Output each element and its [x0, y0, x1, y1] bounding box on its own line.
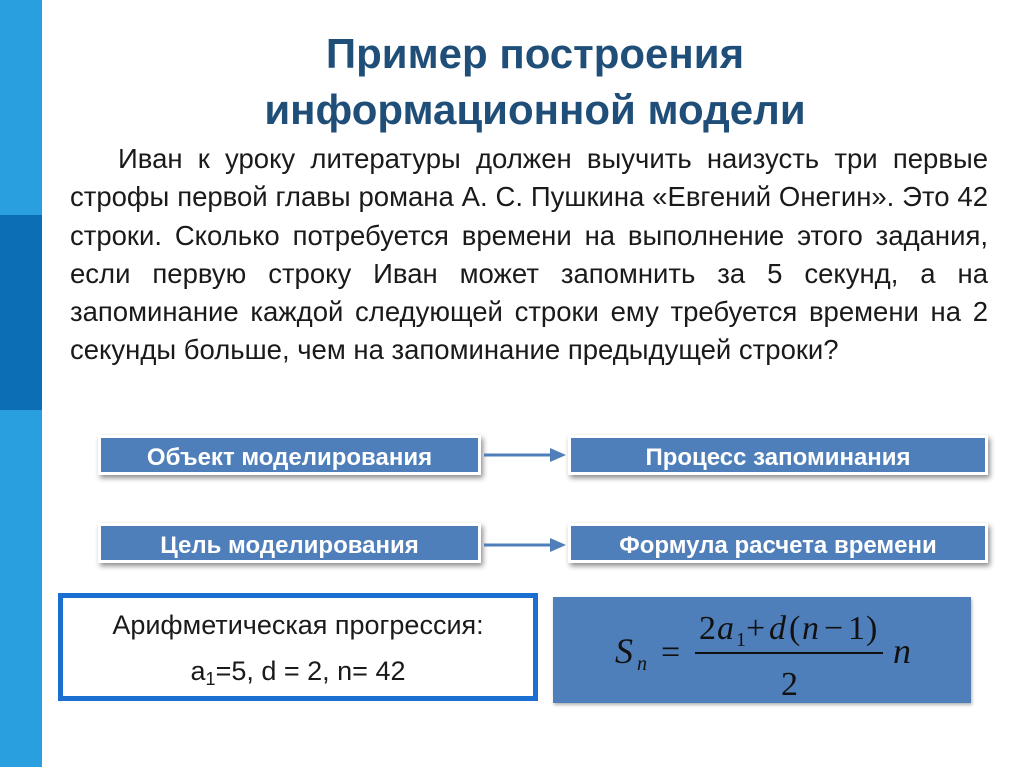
slide-title: [60, 26, 1010, 138]
formula-plus: +: [746, 610, 766, 647]
arrow-right-icon: [482, 535, 568, 555]
memorization-process-box: Процесс запоминания: [568, 435, 988, 475]
object-of-modeling-box: Объект моделирования: [98, 435, 481, 475]
progression-title: Арифметическая прогрессия:: [112, 610, 484, 640]
formula-s-index: n: [637, 653, 647, 675]
formula-open-paren: (: [789, 610, 801, 647]
formula-coef: 2: [699, 610, 716, 647]
formula-d-symbol: d: [769, 610, 786, 647]
slide-title-line-1: Пример построения: [325, 30, 745, 77]
formula-denominator: 2: [781, 666, 798, 703]
sum-formula-panel: [553, 597, 971, 703]
formula-multiplier: n: [893, 631, 911, 671]
arrow-right-icon: [482, 445, 568, 465]
formula-a-index: 1: [736, 629, 746, 651]
formula-a-symbol: a: [717, 610, 734, 647]
task-text: Иван к уроку литературы должен выучить наизусть три первые строфы первой главы романа А. С. Пушкина «Евгений Онегин». Это 42 строки. Сколько потребуется времени на выполнение этого задания, если первую строку Иван может запомнить за 5 секунд, а на запоминание каждой следующей строки ему требуется времени на 2 секунды больше, чем на запоминание предыдущей строки?: [70, 143, 988, 366]
formula-n-symbol: n: [802, 610, 819, 647]
formula-s-symbol: S: [615, 631, 633, 671]
sum-formula: [553, 597, 971, 703]
progression-params: [63, 654, 533, 688]
side-strip-accent: [0, 215, 42, 410]
formula-minus: −: [824, 610, 844, 647]
formula-equals: =: [661, 634, 681, 671]
progression-params-rest: =5, d = 2, n= 42: [215, 656, 406, 686]
progression-a-index: 1: [205, 669, 216, 689]
progression-a-symbol: a: [190, 656, 206, 686]
side-strip: [0, 0, 42, 767]
time-formula-box: Формула расчета времени: [568, 523, 988, 563]
formula-one: 1: [848, 610, 865, 647]
arithmetic-progression-box: [58, 593, 538, 701]
slide-title-line-2: информационной модели: [264, 86, 806, 133]
formula-close-paren: ): [866, 610, 878, 647]
goal-of-modeling-box: Цель моделирования: [98, 523, 481, 563]
